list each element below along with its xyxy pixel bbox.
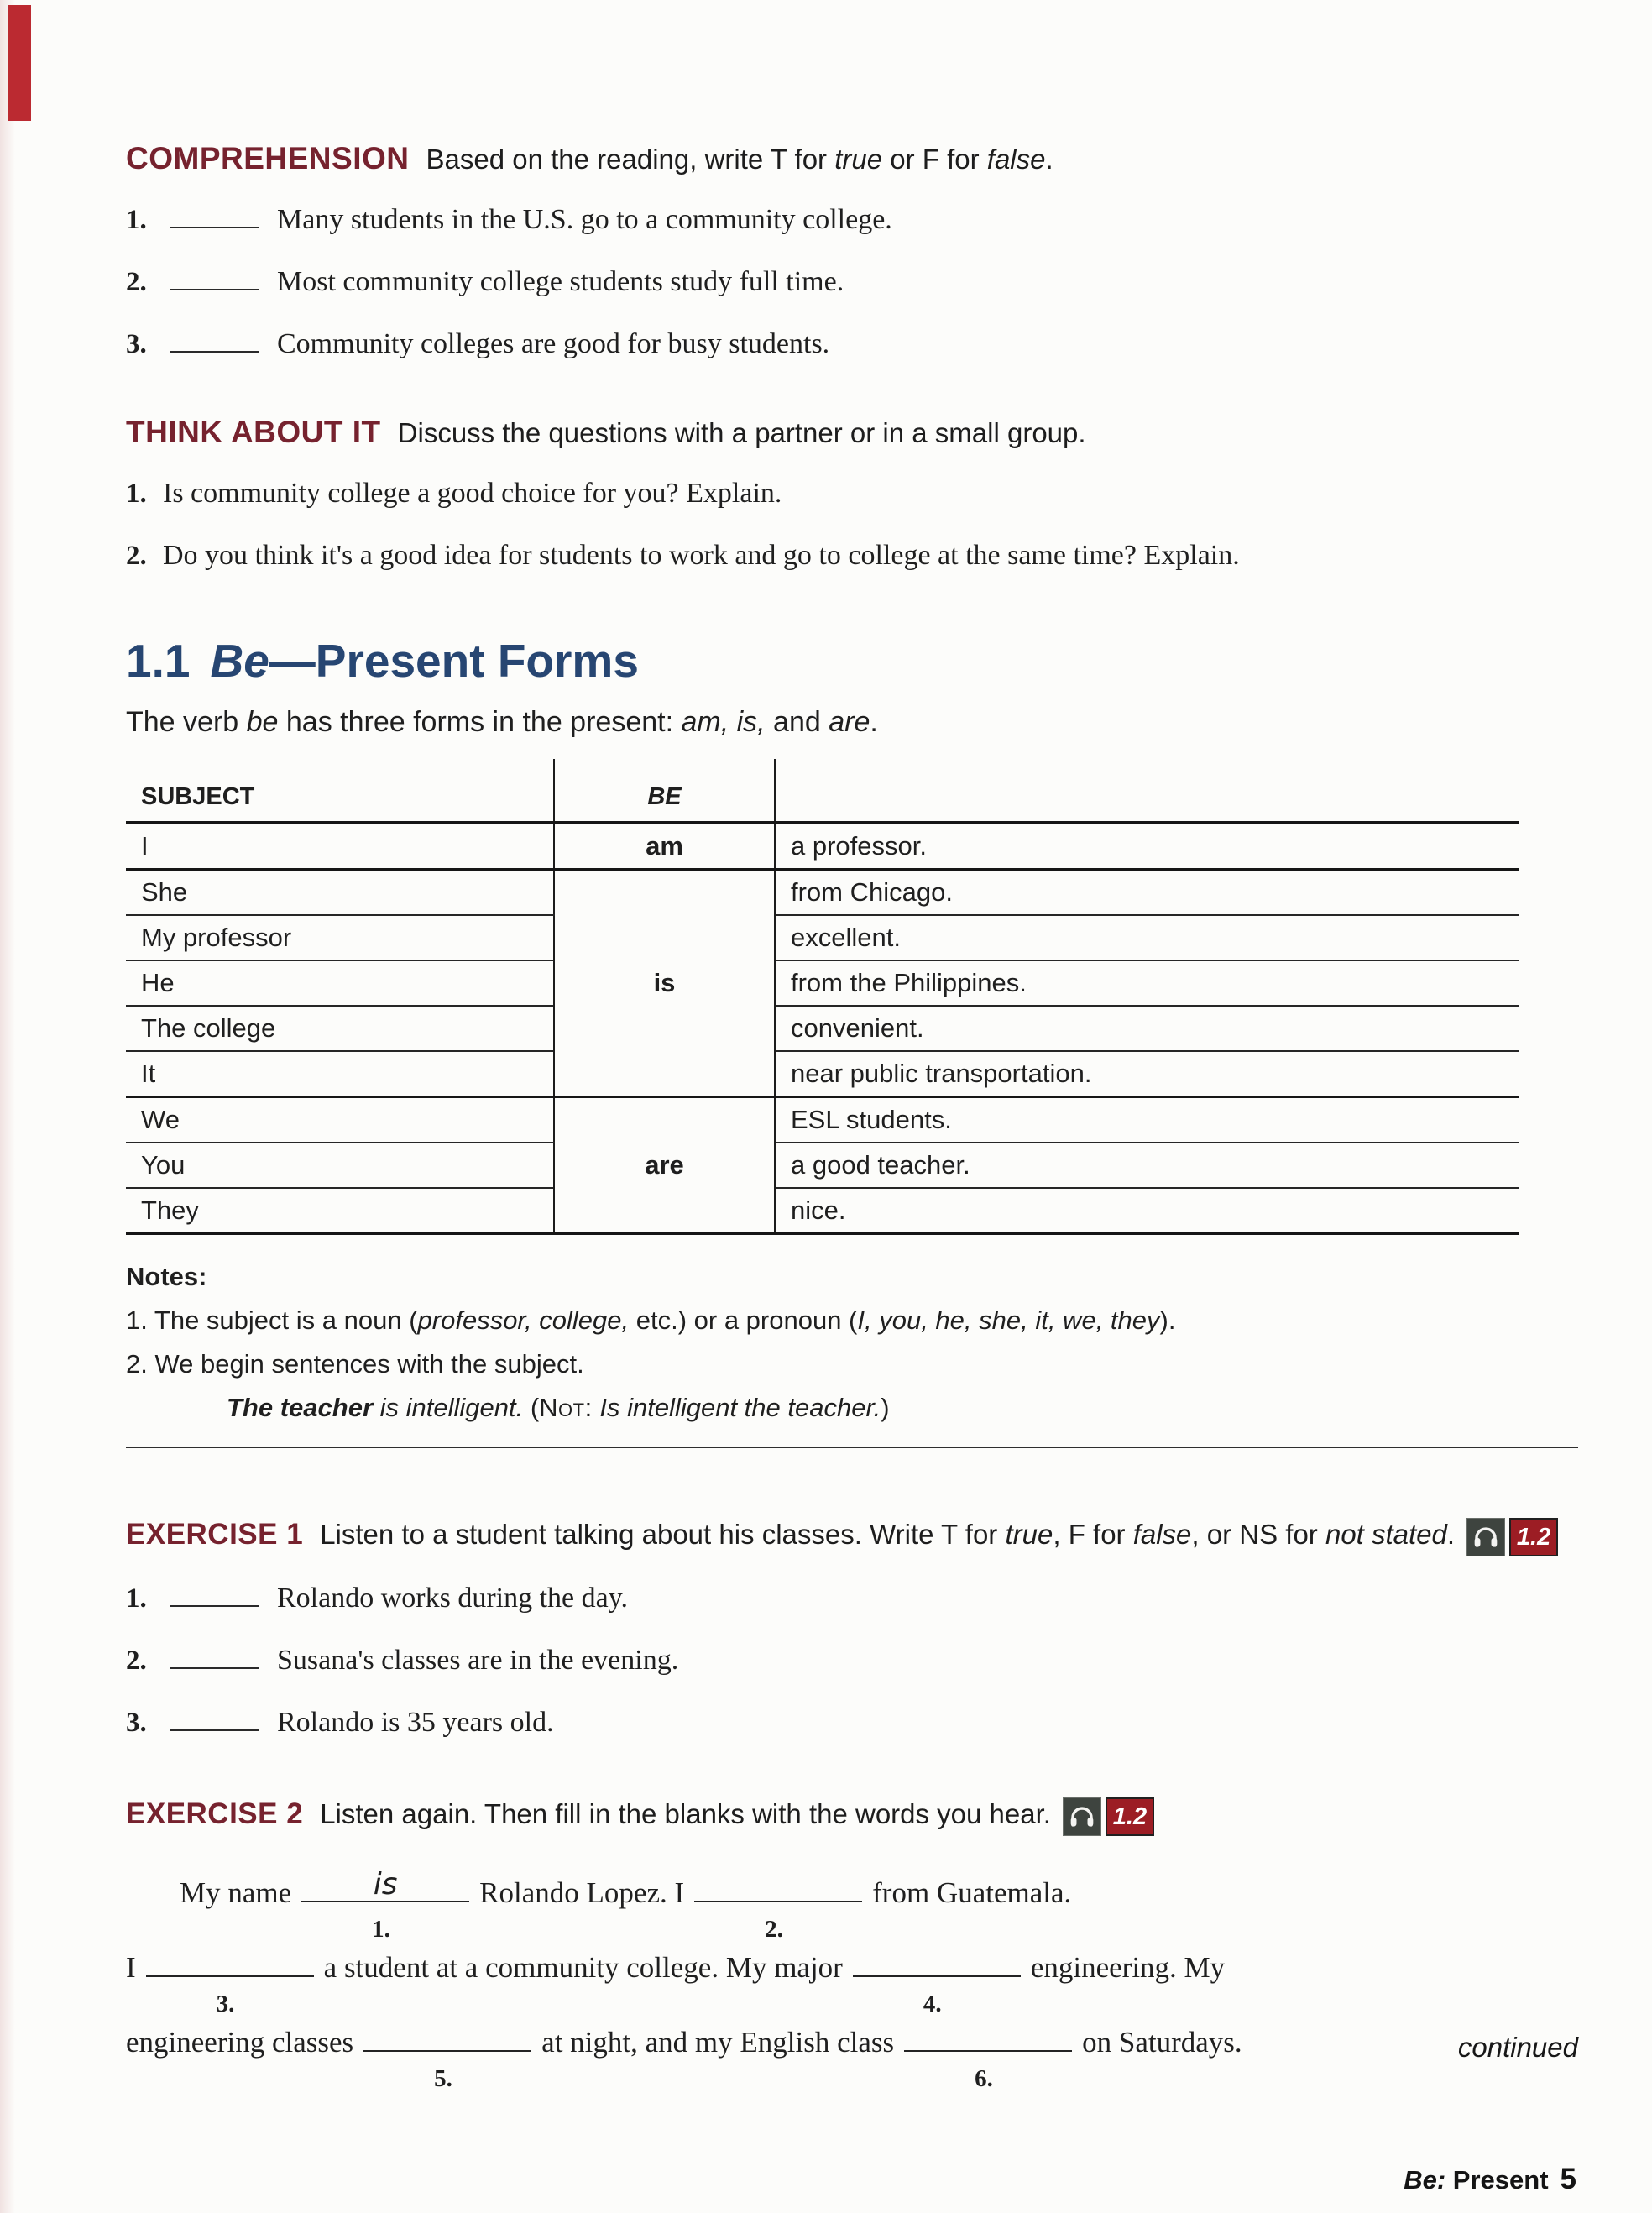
answer-blank	[170, 1716, 259, 1731]
note-example: The teacher is intelligent. (Not: Is intelligent the teacher.)	[227, 1393, 890, 1422]
fill-text: Rolando Lopez. I	[479, 1876, 685, 1909]
headphones-icon	[1063, 1797, 1101, 1836]
section-number: 1.1	[126, 635, 191, 687]
grammar-chart-title	[126, 635, 1578, 687]
scan-edge-shadow	[0, 0, 15, 2213]
item-text: Rolando works during the day.	[277, 1583, 629, 1614]
table-header-be: BE	[554, 759, 775, 823]
answer-blank	[170, 275, 259, 290]
subject-cell: He	[126, 960, 554, 1006]
subject-cell: I	[126, 823, 554, 870]
item-number: 2.	[126, 1645, 147, 1676]
blank-number: 5.	[434, 2065, 452, 2092]
fill-text: from Guatemala.	[872, 1876, 1072, 1909]
blank-number: 1.	[372, 1916, 390, 1943]
section-divider	[126, 1447, 1578, 1448]
exercise1-item	[126, 1704, 1578, 1746]
audio-track-badge: 1.2	[1509, 1518, 1558, 1556]
page-number: 5	[1560, 2163, 1576, 2195]
comprehension-item	[126, 264, 1578, 306]
audio-chip	[1466, 1518, 1558, 1556]
blank-number: 4.	[923, 1991, 942, 2017]
fill-blank-1	[301, 1867, 469, 1943]
table-row	[126, 960, 1519, 1006]
discussion-item	[126, 537, 1578, 579]
note-1: 1. The subject is a noun (professor, college, etc.) or a pronoun (I, you, he, she, it, we, they).	[126, 1305, 1176, 1335]
be-cell: are	[554, 1097, 775, 1234]
comprehension-item	[126, 201, 1578, 243]
complement-cell: from the Philippines.	[775, 960, 1519, 1006]
think-about-it-header	[126, 415, 1578, 450]
be-cell: is	[554, 870, 775, 1097]
exercise1-header	[126, 1510, 1578, 1555]
grammar-intro: The verb be has three forms in the present: am, is, and are.	[126, 706, 878, 738]
continued-label: continued	[1457, 2032, 1578, 2063]
fill-blank-6	[904, 2021, 1072, 2092]
page-footer	[1404, 2163, 1576, 2196]
comprehension-item	[126, 326, 1578, 368]
complement-cell: from Chicago.	[775, 870, 1519, 916]
table-header-row	[126, 759, 1519, 823]
exercise2-directions: Listen again. Then fill in the blanks with the words you hear. 1.2	[320, 1790, 1154, 1834]
fill-line-3	[126, 2021, 1578, 2092]
title-be: Be	[210, 635, 269, 687]
fill-blank-4	[853, 1946, 1021, 2017]
answer-blank	[170, 1592, 259, 1607]
item-number: 3.	[126, 1708, 147, 1738]
subject-cell: You	[126, 1143, 554, 1188]
notes-block	[126, 1260, 1578, 1425]
blank-number: 3.	[216, 1991, 235, 2017]
fill-text: at night, and my English class	[541, 2026, 895, 2059]
table-row	[126, 1006, 1519, 1051]
item-number: 1.	[126, 205, 147, 235]
comprehension-heading: COMPREHENSION	[126, 141, 410, 175]
page-content	[126, 141, 1578, 2095]
complement-cell: near public transportation.	[775, 1051, 1519, 1097]
discussion-item	[126, 475, 1578, 517]
item-text: Most community college students study full time.	[277, 266, 844, 297]
fill-text: engineering classes	[126, 2026, 354, 2059]
fill-blank-2	[694, 1871, 862, 1943]
exercise1-heading: EXERCISE 1	[126, 1518, 304, 1551]
item-number: 2.	[126, 541, 147, 571]
complement-cell: convenient.	[775, 1006, 1519, 1051]
subject-cell: They	[126, 1188, 554, 1234]
table-header-subject: SUBJECT	[126, 759, 554, 823]
fill-text: engineering. My	[1030, 1951, 1226, 1984]
complement-cell: excellent.	[775, 915, 1519, 960]
answer-blank	[170, 213, 259, 228]
headphones-icon	[1466, 1518, 1505, 1556]
be-present-forms-table	[126, 759, 1519, 1235]
complement-cell: a good teacher.	[775, 1143, 1519, 1188]
item-text: Many students in the U.S. go to a community college.	[277, 204, 892, 235]
footer-section: Be: Present	[1404, 2165, 1549, 2195]
item-text: Community colleges are good for busy students.	[277, 328, 830, 359]
exercise2-header	[126, 1790, 1578, 1834]
exercise1-item	[126, 1642, 1578, 1684]
fill-text: My name	[180, 1876, 292, 1909]
note-2: 2. We begin sentences with the subject.	[126, 1349, 584, 1379]
think-about-it-directions: Discuss the questions with a partner or in a small group.	[397, 417, 1086, 448]
fill-text: on Saturdays.	[1082, 2026, 1242, 2059]
subject-cell: It	[126, 1051, 554, 1097]
exercise1-item	[126, 1580, 1578, 1622]
fill-line-2	[126, 1946, 1578, 2017]
title-rest: —Present Forms	[269, 635, 639, 687]
answer-blank	[170, 337, 259, 353]
table-row	[126, 823, 1519, 870]
blank-number: 6.	[975, 2065, 993, 2092]
be-cell: am	[554, 823, 775, 870]
think-about-it-section	[126, 415, 1578, 579]
item-text: Do you think it's a good idea for students to work and go to college at the same time? Explain.	[163, 540, 1240, 571]
complement-cell: ESL students.	[775, 1097, 1519, 1143]
notes-heading: Notes:	[126, 1262, 207, 1291]
subject-cell: The college	[126, 1006, 554, 1051]
subject-cell: She	[126, 870, 554, 916]
audio-chip	[1063, 1797, 1154, 1836]
unit-tab-mark	[8, 5, 31, 121]
comprehension-directions: Based on the reading, write T for true or F for false.	[426, 144, 1053, 175]
subject-cell: My professor	[126, 915, 554, 960]
blank-number: 2.	[765, 1916, 783, 1943]
think-about-it-heading: THINK ABOUT IT	[126, 415, 381, 449]
item-text: Susana's classes are in the evening.	[277, 1645, 679, 1676]
exercise2-heading: EXERCISE 2	[126, 1797, 304, 1830]
item-number: 1.	[126, 1583, 147, 1614]
table-row	[126, 1143, 1519, 1188]
table-row	[126, 870, 1519, 916]
fill-text: a student at a community college. My major	[323, 1951, 843, 1984]
fill-in-paragraph	[126, 1867, 1578, 2092]
fill-blank-5	[363, 2021, 531, 2092]
table-row	[126, 915, 1519, 960]
exercise1-directions: Listen to a student talking about his classes. Write T for true, F for false, or NS for not stated. 1.2	[320, 1510, 1558, 1555]
item-number: 1.	[126, 479, 147, 509]
table-row	[126, 1188, 1519, 1234]
table-row	[126, 1097, 1519, 1143]
complement-cell: a professor.	[775, 823, 1519, 870]
table-row	[126, 1051, 1519, 1097]
complement-cell: nice.	[775, 1188, 1519, 1234]
example-answer: is	[373, 1867, 398, 1902]
table-header-complement	[775, 759, 1519, 823]
comprehension-items	[126, 201, 1578, 368]
comprehension-section-header	[126, 141, 1578, 176]
audio-track-badge: 1.2	[1106, 1797, 1154, 1836]
item-number: 3.	[126, 329, 147, 359]
fill-text: I	[126, 1951, 136, 1984]
item-number: 2.	[126, 267, 147, 297]
fill-blank-3	[146, 1946, 314, 2017]
answer-blank	[170, 1654, 259, 1669]
item-text: Rolando is 35 years old.	[277, 1707, 554, 1738]
subject-cell: We	[126, 1097, 554, 1143]
item-text: Is community college a good choice for you? Explain.	[163, 478, 782, 509]
fill-line-1	[126, 1867, 1578, 1943]
exercise1-items	[126, 1580, 1578, 1746]
